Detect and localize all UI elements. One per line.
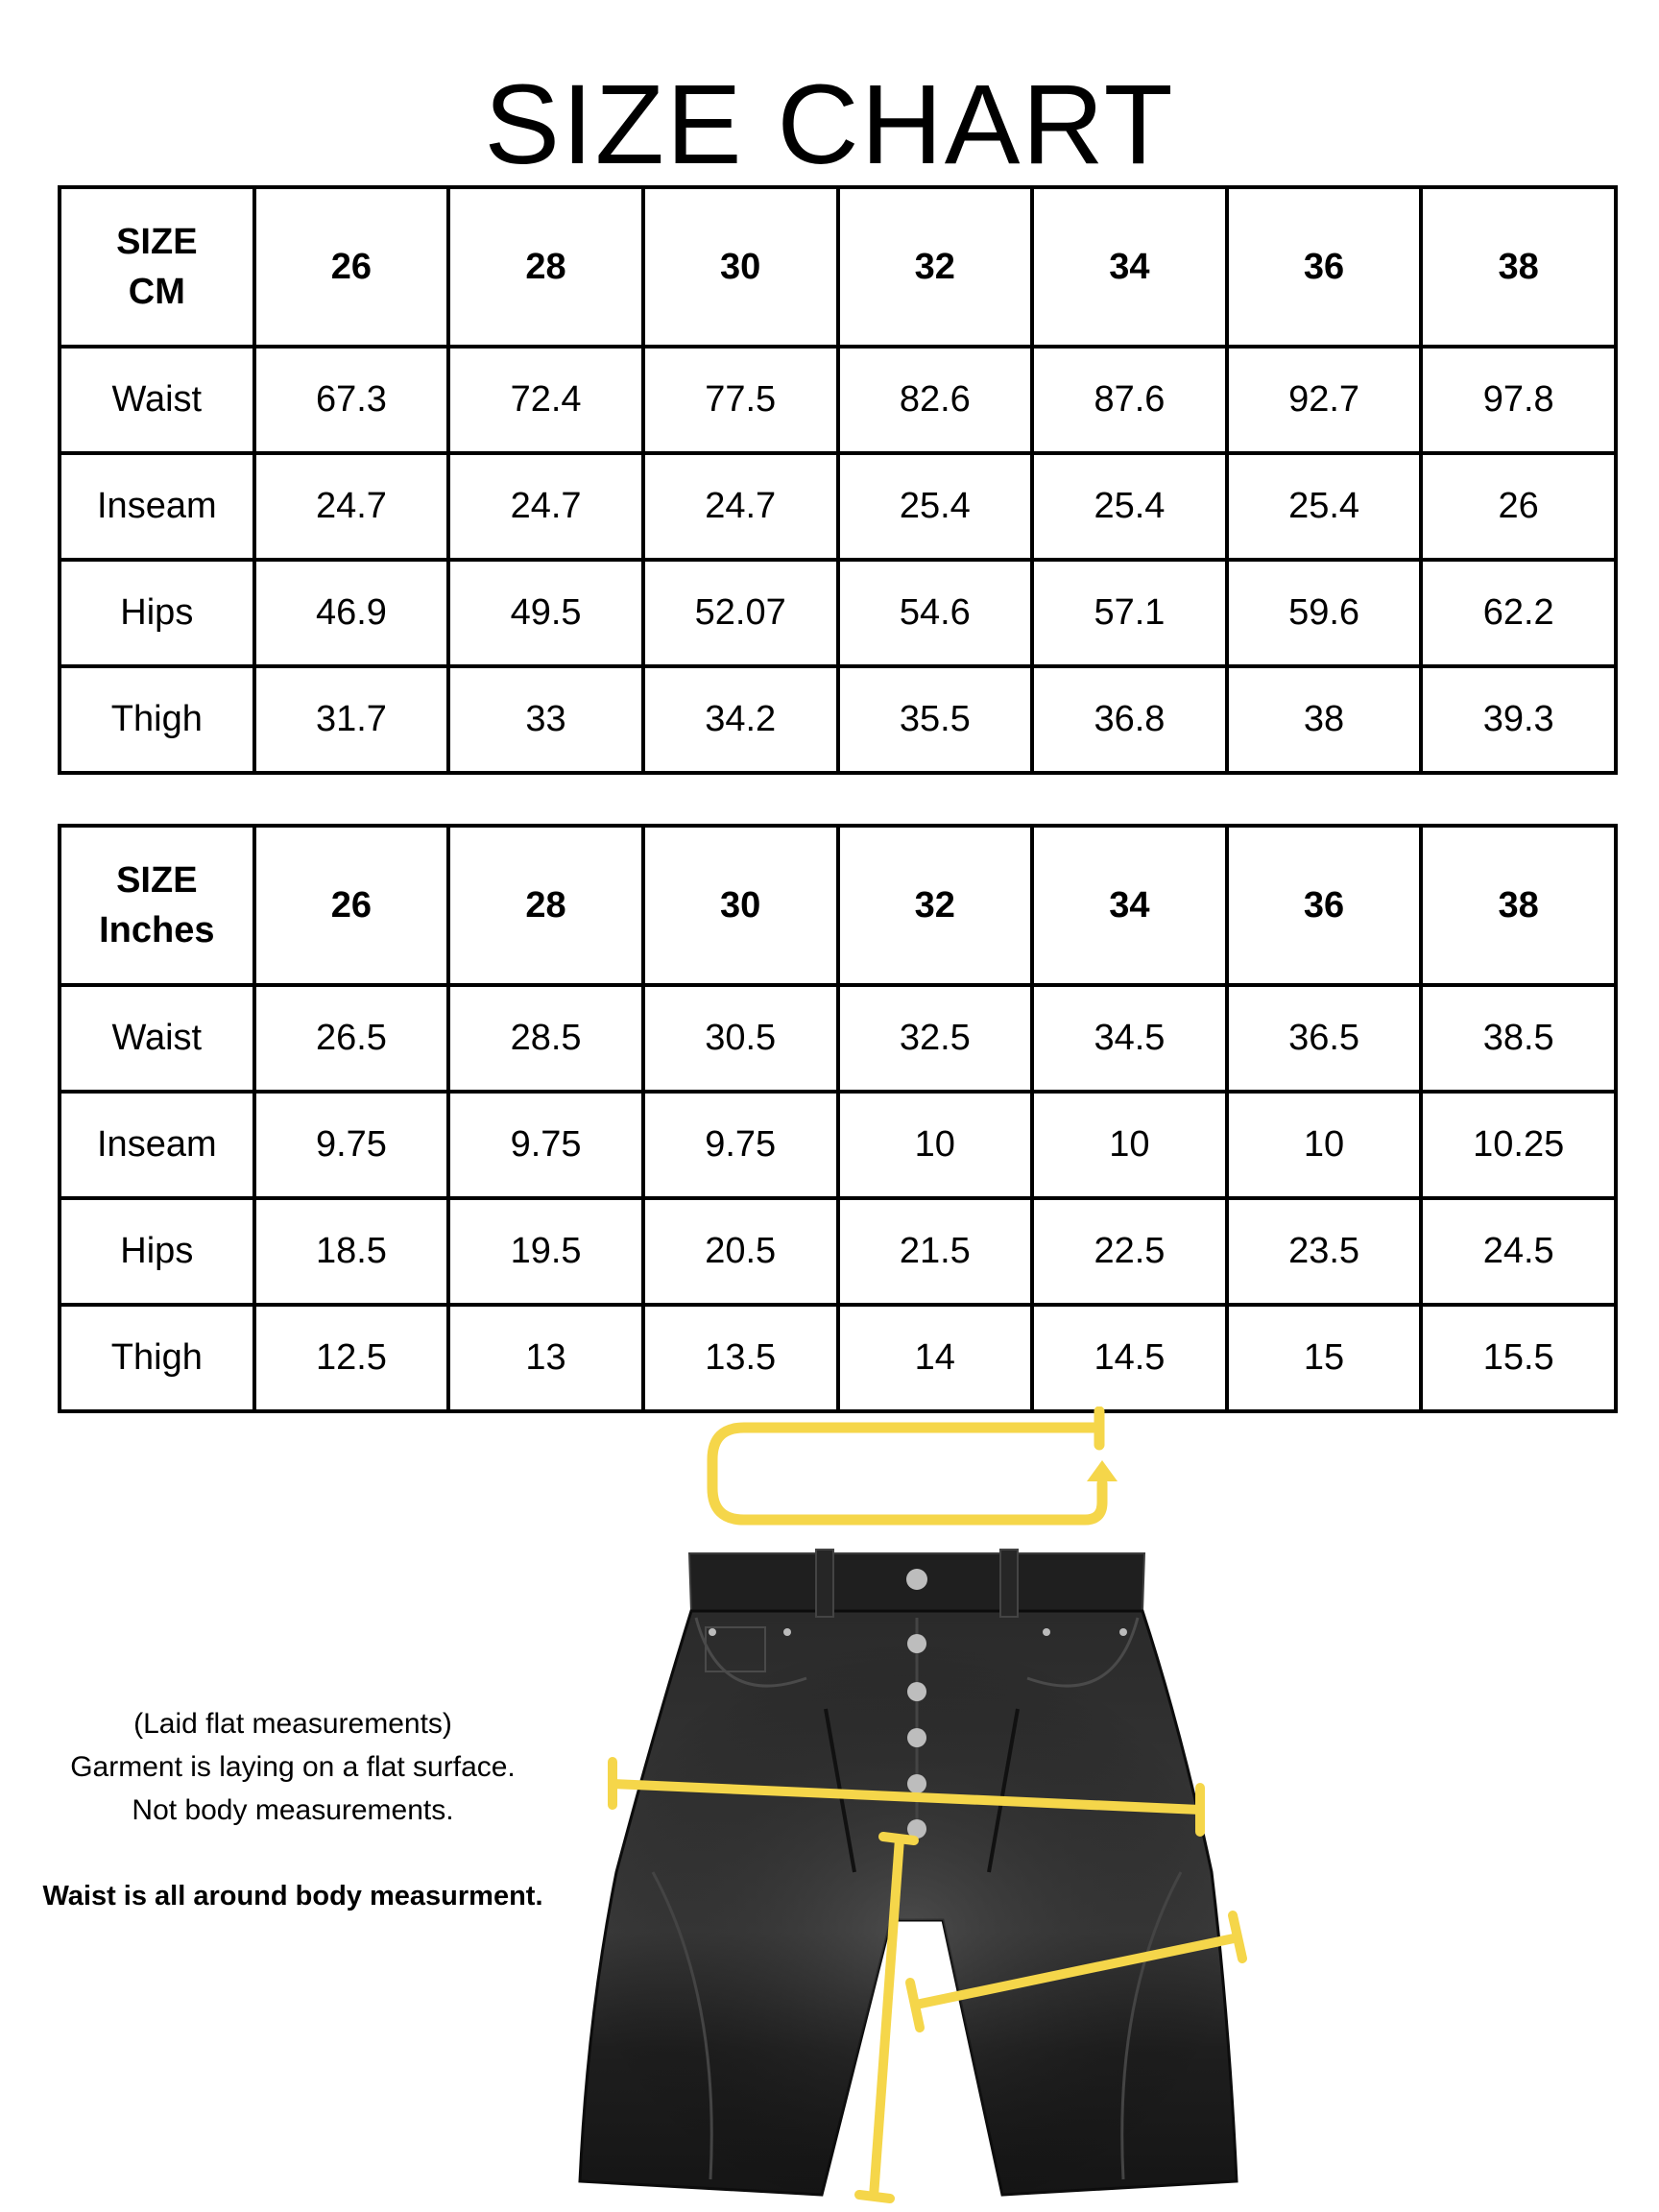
- size-header-cell: 34: [1032, 826, 1227, 985]
- size-header-cell: 34: [1032, 187, 1227, 347]
- row-label: Inseam: [60, 453, 254, 560]
- row-label: Thigh: [60, 1305, 254, 1411]
- table-cell: 54.6: [838, 560, 1033, 666]
- table-cell: 35.5: [838, 666, 1033, 773]
- table-cell: 10: [838, 1092, 1033, 1198]
- table-cell: 15.5: [1421, 1305, 1616, 1411]
- table-cell: 20.5: [643, 1198, 838, 1305]
- table-cell: 62.2: [1421, 560, 1616, 666]
- table-cell: 10: [1032, 1092, 1227, 1198]
- note-bold-waist: Waist is all around body measurment.: [42, 1881, 543, 1911]
- table-cell: 52.07: [643, 560, 838, 666]
- table-row: [60, 347, 1616, 453]
- table-cell: 36.8: [1032, 666, 1227, 773]
- note-line-3: Not body measurements.: [132, 1794, 454, 1826]
- size-header-cell: 38: [1421, 826, 1616, 985]
- table-cell: 28.5: [448, 985, 643, 1092]
- size-header-cell: 28: [448, 826, 643, 985]
- table-row: [60, 985, 1616, 1092]
- table-cell: 39.3: [1421, 666, 1616, 773]
- size-unit-header: [60, 187, 254, 347]
- size-header-cell: 30: [643, 187, 838, 347]
- table-cell: 57.1: [1032, 560, 1227, 666]
- size-header-cell: 32: [838, 187, 1033, 347]
- table-cell: 72.4: [448, 347, 643, 453]
- table-cell: 36.5: [1227, 985, 1422, 1092]
- table-cell: 9.75: [254, 1092, 449, 1198]
- size-label: SIZE: [116, 860, 198, 901]
- table-cell: 87.6: [1032, 347, 1227, 453]
- table-cell: 34.2: [643, 666, 838, 773]
- unit-label: Inches: [99, 910, 215, 950]
- table-cell: 26: [1421, 453, 1616, 560]
- table-row: [60, 666, 1616, 773]
- table-cell: 26.5: [254, 985, 449, 1092]
- row-label: Inseam: [60, 1092, 254, 1198]
- table-cell: 25.4: [838, 453, 1033, 560]
- table-cell: 23.5: [1227, 1198, 1422, 1305]
- size-unit-header: [60, 826, 254, 985]
- table-cell: 38: [1227, 666, 1422, 773]
- size-header-cell: 30: [643, 826, 838, 985]
- size-header-cell: 36: [1227, 187, 1422, 347]
- table-row: [60, 1198, 1616, 1305]
- table-cell: 38.5: [1421, 985, 1616, 1092]
- table-cell: 97.8: [1421, 347, 1616, 453]
- table-cell: 82.6: [838, 347, 1033, 453]
- row-label: Waist: [60, 347, 254, 453]
- table-cell: 30.5: [643, 985, 838, 1092]
- measurement-notes: [19, 1702, 566, 1918]
- size-label: SIZE: [116, 222, 198, 262]
- note-line-2: Garment is laying on a flat surface.: [70, 1751, 516, 1783]
- size-header-cell: 38: [1421, 187, 1616, 347]
- table-cell: 67.3: [254, 347, 449, 453]
- table-cell: 12.5: [254, 1305, 449, 1411]
- table-cell: 18.5: [254, 1198, 449, 1305]
- table-cell: 92.7: [1227, 347, 1422, 453]
- shorts-body: [580, 1550, 1237, 2195]
- table-cell: 9.75: [643, 1092, 838, 1198]
- table-cell: 15: [1227, 1305, 1422, 1411]
- table-cell: 24.7: [448, 453, 643, 560]
- table-row: [60, 1092, 1616, 1198]
- table-cell: 77.5: [643, 347, 838, 453]
- table-cell: 25.4: [1032, 453, 1227, 560]
- table-cell: 24.7: [643, 453, 838, 560]
- table-row: [60, 453, 1616, 560]
- table-cell: 49.5: [448, 560, 643, 666]
- table-cell: 10: [1227, 1092, 1422, 1198]
- table-cell: 13: [448, 1305, 643, 1411]
- table-cell: 14.5: [1032, 1305, 1227, 1411]
- table-cell: 34.5: [1032, 985, 1227, 1092]
- table-row: [60, 560, 1616, 666]
- table-cell: 25.4: [1227, 453, 1422, 560]
- size-header-cell: 28: [448, 187, 643, 347]
- size-header-cell: 26: [254, 187, 449, 347]
- row-label: Waist: [60, 985, 254, 1092]
- note-line-1: (Laid flat measurements): [133, 1708, 452, 1740]
- table-cell: 14: [838, 1305, 1033, 1411]
- size-table-cm: [58, 185, 1618, 775]
- row-label: Hips: [60, 560, 254, 666]
- size-table-inches: [58, 824, 1618, 1413]
- table-cell: 21.5: [838, 1198, 1033, 1305]
- shorts-illustration: [566, 1421, 1296, 2208]
- unit-label: CM: [128, 272, 185, 312]
- header-row: [60, 826, 1616, 985]
- table-cell: 46.9: [254, 560, 449, 666]
- table-cell: 22.5: [1032, 1198, 1227, 1305]
- table-cell: 24.7: [254, 453, 449, 560]
- size-header-cell: 36: [1227, 826, 1422, 985]
- row-label: Thigh: [60, 666, 254, 773]
- table-cell: 13.5: [643, 1305, 838, 1411]
- size-header-cell: 26: [254, 826, 449, 985]
- table-row: [60, 1305, 1616, 1411]
- table-cell: 32.5: [838, 985, 1033, 1092]
- table-cell: 24.5: [1421, 1198, 1616, 1305]
- header-row: [60, 187, 1616, 347]
- page-title: SIZE CHART: [484, 61, 1175, 188]
- table-cell: 19.5: [448, 1198, 643, 1305]
- table-cell: 59.6: [1227, 560, 1422, 666]
- size-header-cell: 32: [838, 826, 1033, 985]
- table-cell: 33: [448, 666, 643, 773]
- row-label: Hips: [60, 1198, 254, 1305]
- table-cell: 9.75: [448, 1092, 643, 1198]
- table-cell: 10.25: [1421, 1092, 1616, 1198]
- table-cell: 31.7: [254, 666, 449, 773]
